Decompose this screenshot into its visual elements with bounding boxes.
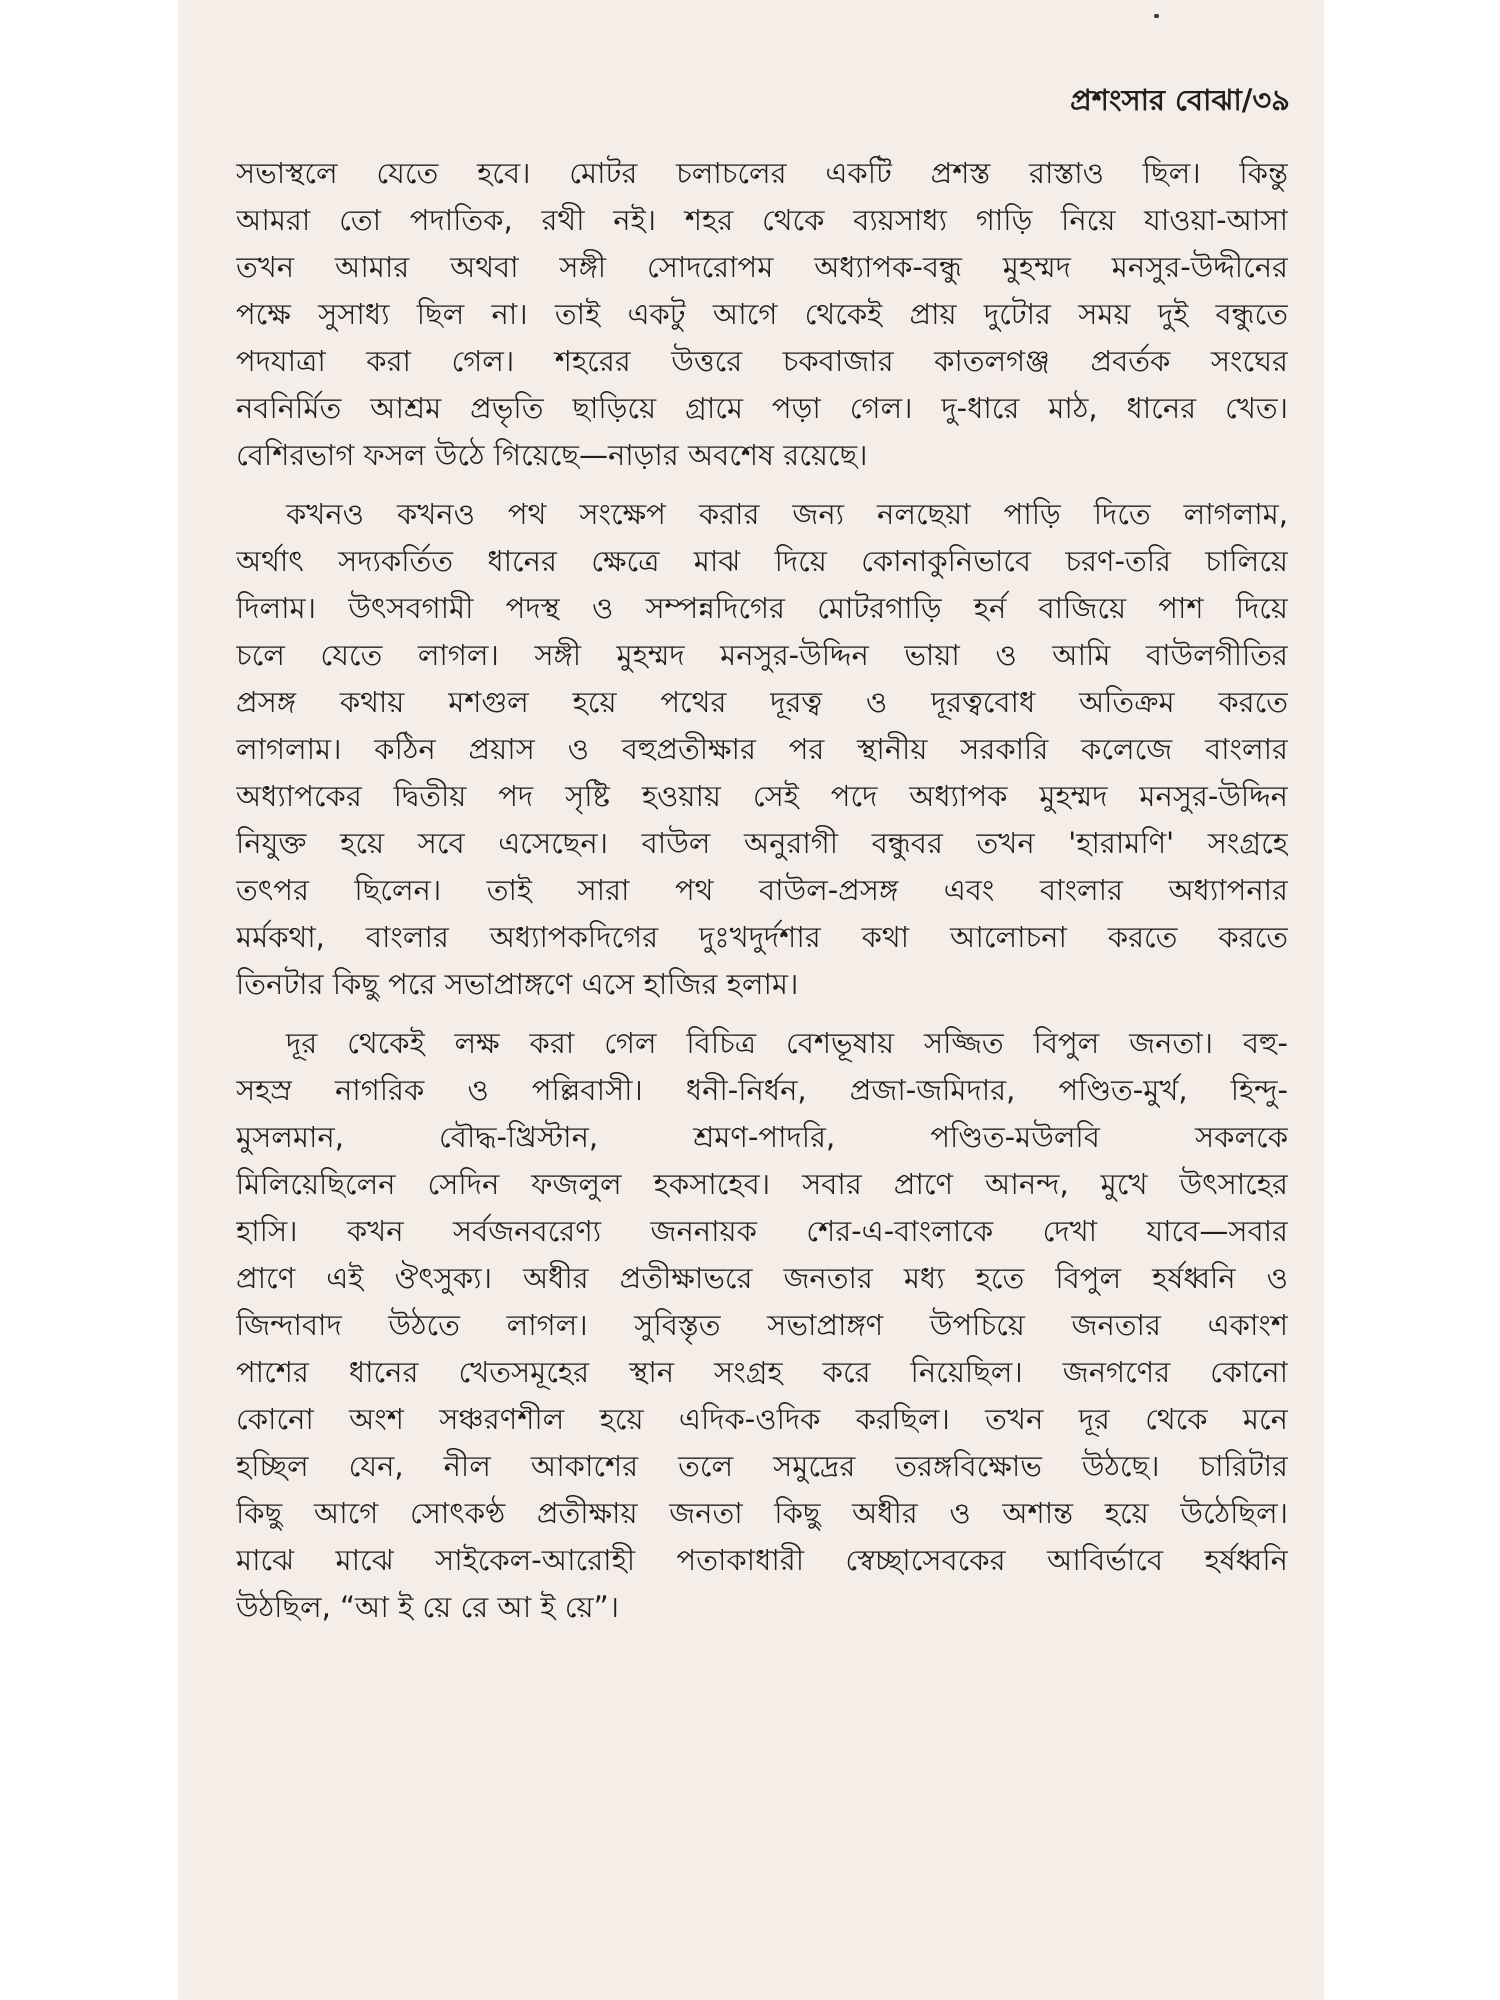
text-line: তৎপর ছিলেন। তাই সারা পথ বাউল-প্রসঙ্গ এবং বাংলার অধ্যাপনার (236, 873, 1288, 907)
paragraph-1 (236, 150, 1288, 479)
text-line: জিন্দাবাদ উঠতে লাগল। সুবিস্তৃত সভাপ্রাঙ্গণ উপচিয়ে জনতার একাংশ (236, 1308, 1288, 1342)
text-line: কিছু আগে সোৎকণ্ঠ প্রতীক্ষায় জনতা কিছু অধীর ও অশান্ত হয়ে উঠেছিল। (236, 1496, 1288, 1530)
page-body (236, 150, 1288, 1643)
text-line: তিনটার কিছু পরে সভাপ্রাঙ্গণে এসে হাজির হলাম। (236, 967, 799, 1001)
text-line: সভাস্থলে যেতে হবে। মোটর চলাচলের একটি প্রশস্ত রাস্তাও ছিল। কিন্তু (236, 156, 1288, 190)
text-line: বেশিরভাগ ফসল উঠে গিয়েছে—নাড়ার অবশেষ রয়েছে। (236, 438, 868, 472)
text-line: কখনও কখনও পথ সংক্ষেপ করার জন্য নলছেয়া পাড়ি দিতে লাগলাম, (286, 497, 1288, 531)
text-line: হচ্ছিল যেন, নীল আকাশের তলে সমুদ্রের তরঙ্গবিক্ষোভ উঠছে। চারিটার (236, 1449, 1288, 1483)
text-line: অধ্যাপকের দ্বিতীয় পদ সৃষ্টি হওয়ায় সেই পদে অধ্যাপক মুহম্মদ মনসুর-উদ্দিন (236, 779, 1288, 813)
text-line: লাগলাম। কঠিন প্রয়াস ও বহুপ্রতীক্ষার পর স্থানীয় সরকারি কলেজে বাংলার (236, 732, 1288, 766)
text-line: নবনির্মিত আশ্রম প্রভৃতি ছাড়িয়ে গ্রামে পড়া গেল। দু-ধারে মাঠ, ধানের খেত। (236, 391, 1288, 425)
text-line: নিযুক্ত হয়ে সবে এসেছেন। বাউল অনুরাগী বন্ধুবর তখন 'হারামণি' সংগ্রহে (236, 826, 1288, 860)
running-header: প্রশংসার বোঝা/৩৯ (1070, 83, 1290, 117)
paragraph-2 (236, 491, 1288, 1008)
text-line: মর্মকথা, বাংলার অধ্যাপকদিগের দুঃখদুর্দশার কথা আলোচনা করতে করতে (236, 920, 1288, 954)
text-line: আমরা তো পদাতিক, রথী নই। শহর থেকে ব্যয়সাধ্য গাড়ি নিয়ে যাওয়া-আসা (236, 203, 1288, 237)
text-line: হাসি। কখন সর্বজনবরেণ্য জননায়ক শের-এ-বাংলাকে দেখা যাবে—সবার (236, 1214, 1288, 1248)
text-line: মুসলমান, বৌদ্ধ-খ্রিস্টান, শ্রমণ-পাদরি, পণ্ডিত-মউলবি সকলকে (236, 1120, 1288, 1154)
text-line: প্রাণে এই ঔৎসুক্য। অধীর প্রতীক্ষাভরে জনতার মধ্য হতে বিপুল হর্ষধ্বনি ও (236, 1261, 1288, 1295)
text-line: দূর থেকেই লক্ষ করা গেল বিচিত্র বেশভূষায় সজ্জিত বিপুল জনতা। বহু- (286, 1026, 1288, 1060)
ink-speck (1154, 14, 1159, 18)
text-line: মাঝে মাঝে সাইকেল-আরোহী পতাকাধারী স্বেচ্ছাসেবকের আবির্ভাবে হর্ষধ্বনি (236, 1543, 1288, 1577)
text-line: চলে যেতে লাগল। সঙ্গী মুহম্মদ মনসুর-উদ্দিন ভায়া ও আমি বাউলগীতির (236, 638, 1288, 672)
text-line: তখন আমার অথবা সঙ্গী সোদরোপম অধ্যাপক-বন্ধু মুহম্মদ মনসুর-উদ্দীনের (236, 250, 1288, 284)
text-line: উঠছিল, “আ ই য়ে রে আ ই য়ে”। (236, 1590, 619, 1624)
text-line: দিলাম। উৎসবগামী পদস্থ ও সম্পন্নদিগের মোটরগাড়ি হর্ন বাজিয়ে পাশ দিয়ে (236, 591, 1288, 625)
text-line: পক্ষে সুসাধ্য ছিল না। তাই একটু আগে থেকেই প্রায় দুটোর সময় দুই বন্ধুতে (236, 297, 1288, 331)
text-line: সহস্র নাগরিক ও পল্লিবাসী। ধনী-নির্ধন, প্রজা-জমিদার, পণ্ডিত-মুর্খ, হিন্দু- (236, 1073, 1288, 1107)
text-line: পাশের ধানের খেতসমূহের স্থান সংগ্রহ করে নিয়েছিল। জনগণের কোনো (236, 1355, 1288, 1389)
paragraph-3 (236, 1020, 1288, 1631)
text-line: কোনো অংশ সঞ্চরণশীল হয়ে এদিক-ওদিক করছিল। তখন দূর থেকে মনে (236, 1402, 1288, 1436)
text-line: মিলিয়েছিলেন সেদিন ফজলুল হকসাহেব। সবার প্রাণে আনন্দ, মুখে উৎসাহের (236, 1167, 1288, 1201)
text-line: পদযাত্রা করা গেল। শহরের উত্তরে চকবাজার কাতলগঞ্জ প্রবর্তক সংঘের (236, 344, 1288, 378)
text-line: অর্থাৎ সদ্যকর্তিত ধানের ক্ষেত্রে মাঝ দিয়ে কোনাকুনিভাবে চরণ-তরি চালিয়ে (236, 544, 1288, 578)
text-line: প্রসঙ্গ কথায় মশগুল হয়ে পথের দূরত্ব ও দূরত্ববোধ অতিক্রম করতে (236, 685, 1288, 719)
